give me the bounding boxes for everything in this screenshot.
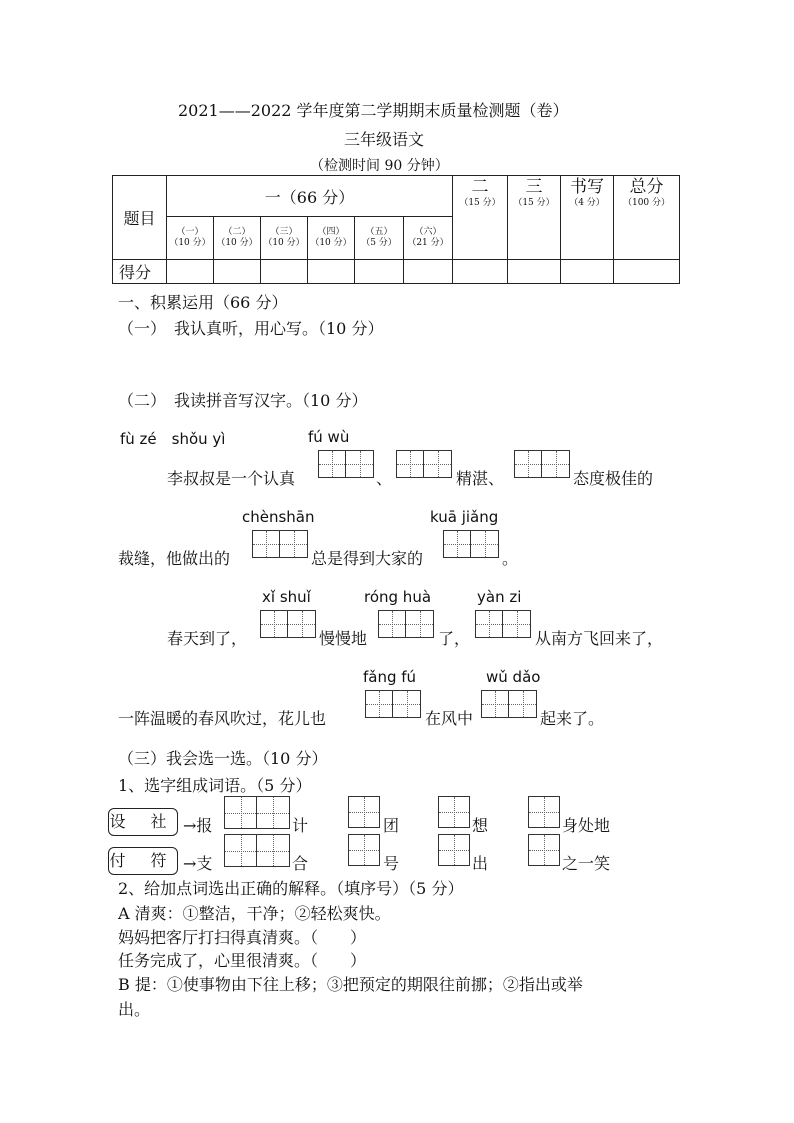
grid-cell[interactable] bbox=[280, 530, 308, 558]
pinyin-4b: wǔ dǎo bbox=[486, 668, 541, 686]
part2-points: （15 分） bbox=[459, 198, 501, 208]
row2-a: →支 bbox=[183, 854, 213, 873]
sentence-1a: 李叔叔是一个认真 bbox=[167, 469, 296, 488]
sentence-a1: 妈妈把客厅打扫得真清爽。（ ） bbox=[118, 928, 367, 947]
score-cell[interactable] bbox=[404, 260, 453, 284]
part3-label: 三 bbox=[525, 177, 543, 197]
sentence-2a: 裁缝，他做出的 bbox=[118, 549, 231, 568]
pinyin-3a: xǐ shuǐ bbox=[262, 588, 311, 606]
pinyin-1a: fù zé shǒu yì bbox=[120, 430, 226, 448]
section3-sub2: 2、给加点词选出正确的解释。（填序号）（5 分） bbox=[118, 879, 464, 898]
answer-box[interactable] bbox=[528, 834, 560, 866]
pinyin-4a: fǎng fú bbox=[363, 668, 417, 686]
grid-cell[interactable] bbox=[252, 530, 280, 558]
part3-points: （15 分） bbox=[513, 198, 555, 208]
grid-cell[interactable] bbox=[257, 796, 290, 829]
row2-d: 出 bbox=[472, 854, 489, 873]
answer-grid[interactable] bbox=[252, 530, 308, 558]
answer-grid[interactable] bbox=[378, 610, 434, 638]
grid-cell[interactable] bbox=[393, 690, 421, 718]
answer-grid[interactable] bbox=[318, 450, 374, 478]
score-cell[interactable] bbox=[453, 260, 508, 284]
row1-c: 团 bbox=[383, 816, 400, 835]
sub1-label: （一） bbox=[176, 227, 204, 237]
grid-cell[interactable] bbox=[257, 834, 290, 867]
grid-cell[interactable] bbox=[288, 610, 316, 638]
grid-cell[interactable] bbox=[481, 690, 509, 718]
part4-label: 书写 bbox=[570, 177, 604, 197]
sentence-3a: 春天到了， bbox=[167, 629, 248, 648]
part4-points: （4 分） bbox=[569, 198, 605, 208]
definition-a: A 清爽：①整洁，干净；②轻松爽快。 bbox=[118, 904, 391, 923]
sub1-points: （10 分） bbox=[169, 238, 211, 248]
sub6-points: （21 分） bbox=[407, 238, 449, 248]
grid-cell[interactable] bbox=[378, 610, 406, 638]
definition-b-cont: 出。 bbox=[118, 1000, 151, 1019]
grid-cell[interactable] bbox=[509, 690, 537, 718]
sentence-1d: 态度极佳的 bbox=[573, 469, 654, 488]
answer-grid[interactable] bbox=[365, 690, 421, 718]
question-1: （一） 我认真听，用心写。（10 分） bbox=[118, 319, 384, 338]
row2-b: 合 bbox=[292, 854, 309, 873]
option-box-2: 付 符 bbox=[108, 847, 178, 875]
grid-cell[interactable] bbox=[475, 610, 503, 638]
part2-label: 二 bbox=[471, 177, 489, 197]
answer-box[interactable] bbox=[438, 834, 470, 866]
grid-cell[interactable] bbox=[346, 450, 374, 478]
grid-cell[interactable] bbox=[514, 450, 542, 478]
score-table bbox=[112, 175, 680, 284]
row1-e: 身处地 bbox=[562, 816, 611, 835]
sentence-3d: 从南方飞回来了， bbox=[535, 629, 664, 648]
grid-cell[interactable] bbox=[406, 610, 434, 638]
sub3-label: （三） bbox=[270, 227, 298, 237]
grid-cell[interactable] bbox=[224, 796, 257, 829]
exam-time: （检测时间 90 分钟） bbox=[310, 158, 449, 174]
row1-d: 想 bbox=[472, 816, 489, 835]
exam-title: 2021——2022 学年度第二学期期末质量检测题（卷） bbox=[178, 101, 569, 120]
pinyin-3b: róng huà bbox=[364, 588, 432, 606]
sentence-2c: 。 bbox=[502, 549, 519, 568]
sub6-label: （六） bbox=[414, 227, 442, 237]
definition-b: B 提：①使事物由下往上移；③把预定的期限往前挪；②指出或举 bbox=[118, 975, 583, 994]
sentence-1c: 精湛、 bbox=[456, 469, 505, 488]
pinyin-2a: chènshān bbox=[242, 508, 315, 526]
answer-box[interactable] bbox=[438, 796, 470, 828]
score-cell[interactable] bbox=[214, 260, 261, 284]
sub4-label: （四） bbox=[317, 227, 345, 237]
sub4-points: （10 分） bbox=[310, 238, 352, 248]
exam-subtitle: 三年级语文 bbox=[344, 130, 425, 149]
sub5-label: （五） bbox=[365, 227, 393, 237]
answer-box[interactable] bbox=[348, 834, 380, 866]
sentence-a2: 任务完成了，心里很清爽。（ ） bbox=[118, 951, 367, 970]
row1-b: 计 bbox=[292, 816, 309, 835]
score-cell[interactable] bbox=[614, 260, 680, 284]
score-row-label: 得分 bbox=[113, 260, 167, 284]
section1-heading: 一、积累运用（66 分） bbox=[118, 293, 288, 312]
sentence-2b: 总是得到大家的 bbox=[311, 549, 424, 568]
answer-grid[interactable] bbox=[260, 610, 316, 638]
score-cell[interactable] bbox=[561, 260, 614, 284]
score-cell[interactable] bbox=[261, 260, 308, 284]
grid-cell[interactable] bbox=[224, 834, 257, 867]
row2-c: 号 bbox=[383, 854, 400, 873]
grid-cell[interactable] bbox=[396, 450, 424, 478]
grid-cell[interactable] bbox=[503, 610, 531, 638]
score-cell[interactable] bbox=[167, 260, 214, 284]
grid-cell[interactable] bbox=[542, 450, 570, 478]
question-2: （二） 我读拼音写汉字。（10 分） bbox=[118, 391, 368, 410]
answer-grid[interactable] bbox=[481, 690, 537, 718]
row1-a: →报 bbox=[183, 816, 213, 835]
answer-grid[interactable] bbox=[514, 450, 570, 478]
score-table-row-label: 题目 bbox=[113, 176, 167, 260]
grid-cell[interactable] bbox=[365, 690, 393, 718]
answer-box[interactable] bbox=[348, 796, 380, 828]
answer-grid[interactable] bbox=[443, 530, 499, 558]
sentence-3c: 了， bbox=[438, 629, 471, 648]
answer-box[interactable] bbox=[528, 796, 560, 828]
sentence-4a: 一阵温暖的春风吹过，花儿也 bbox=[118, 709, 327, 728]
section3-heading: （三）我会选一选。（10 分） bbox=[118, 749, 328, 768]
option-box-1: 设 社 bbox=[108, 808, 178, 836]
grid-cell[interactable] bbox=[471, 530, 499, 558]
sub3-points: （10 分） bbox=[263, 238, 305, 248]
score-cell[interactable] bbox=[308, 260, 355, 284]
grid-cell[interactable] bbox=[260, 610, 288, 638]
part1-header: 一（66 分） bbox=[167, 176, 453, 217]
sub5-points: （5 分） bbox=[361, 238, 397, 248]
grid-cell[interactable] bbox=[318, 450, 346, 478]
pinyin-2b: kuā jiǎng bbox=[430, 508, 499, 526]
grid-cell[interactable] bbox=[443, 530, 471, 558]
sentence-3b: 慢慢地 bbox=[319, 629, 368, 648]
sentence-4c: 起来了。 bbox=[540, 709, 605, 728]
total-points: （100 分） bbox=[622, 198, 671, 208]
section3-sub1: 1、选字组成词语。（5 分） bbox=[118, 776, 312, 795]
score-cell[interactable] bbox=[508, 260, 561, 284]
sentence-4b: 在风中 bbox=[425, 709, 474, 728]
pinyin-1b: fú wù bbox=[308, 428, 350, 446]
answer-grid[interactable] bbox=[224, 834, 290, 867]
total-label: 总分 bbox=[629, 177, 664, 197]
answer-grid[interactable] bbox=[396, 450, 452, 478]
sentence-1b: 、 bbox=[376, 469, 393, 488]
score-cell[interactable] bbox=[355, 260, 404, 284]
answer-grid[interactable] bbox=[475, 610, 531, 638]
answer-grid[interactable] bbox=[224, 796, 290, 829]
grid-cell[interactable] bbox=[424, 450, 452, 478]
sub2-label: （二） bbox=[223, 227, 251, 237]
pinyin-3c: yàn zi bbox=[477, 588, 522, 606]
row2-e: 之一笑 bbox=[562, 854, 611, 873]
sub2-points: （10 分） bbox=[216, 238, 258, 248]
